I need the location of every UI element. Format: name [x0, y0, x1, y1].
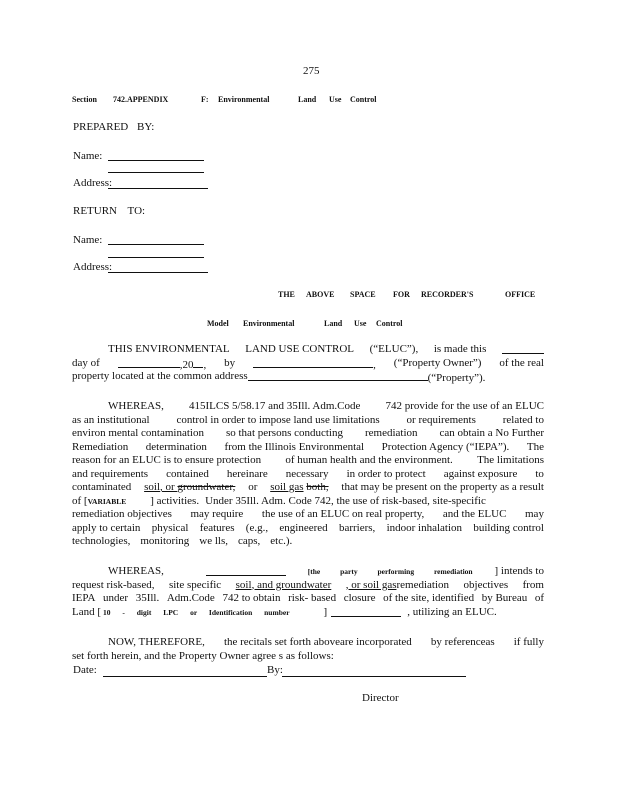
recorder-word-5: RECORDER'S	[421, 290, 474, 299]
date-line	[103, 676, 267, 677]
lpc-blank	[331, 606, 401, 617]
recorder-word-4: FOR	[393, 290, 410, 299]
header-environmental: Environmental	[218, 95, 270, 104]
address-blank	[248, 370, 428, 381]
model-word-3: Land	[324, 319, 343, 328]
return-address-line	[108, 272, 208, 273]
recorder-word-2: ABOVE	[306, 290, 335, 299]
model-word-5: Control	[376, 319, 403, 328]
header-appendix: 742.APPENDIX	[113, 95, 169, 104]
return-name-line	[108, 244, 204, 245]
prepared-name-line-2	[108, 172, 204, 173]
director-title: Director	[362, 692, 399, 704]
paragraph-2: WHEREAS, 415ILCS 5/58.17 and 35Ill. Adm.Code 742 provide for the use of an ELUC as an institutional control in order to impose land use limitations or requirements related to environ mental contamination so that persons conducting remediation can obtain a No Further Remediation determination from the Illinois Environmental Protection Agency (“IEPA”). The reason for an ELUC is to ensure protection of human health and the environment. The limitations and requirements contained hereinare necessary in order to protect against exposure to contaminated soil, or groundwater, or soil gas both, that may be present on the property as a result of [VARIABLE ] activities. Under 35Ill. Adm. Code 742, the use of risk-based, site-specific remediation objectives may require the use of an ELUC on real property, and the ELUC may apply to certain physical features (e.g., engineered barriers, indoor inhalation building control technologies, monitoring we lls, caps, etc.).	[72, 400, 544, 547]
model-word-1: Model	[207, 319, 229, 328]
recorder-word-6: OFFICE	[505, 290, 536, 299]
paragraph-3: WHEREAS, [the party performing remediation ] intends to request risk-based, site specific soil, and groundwater , or soil gasremediation objectives from IEPA under 35Ill. Adm.Code 742 to obtain risk- based closure of the site, identified by Bureau of Land [ 10 - digit LPC or Identification number ] , utilizing an ELUC.	[72, 565, 544, 618]
month-blank	[118, 357, 180, 368]
page-number: 275	[303, 65, 320, 77]
return-address-label: Address:	[73, 261, 113, 273]
year-blank	[193, 357, 203, 368]
header-use: Use	[329, 95, 342, 104]
return-name-line-2	[108, 257, 204, 258]
header-f: F:	[201, 95, 209, 104]
prepared-address-line	[108, 188, 208, 189]
signature-line	[282, 676, 466, 677]
prepared-name-line	[108, 160, 204, 161]
paragraph-1: THIS ENVIRONMENTAL LAND USE CONTROL (“ELUC”), is made this day of ,20 , by , (“Property Owner”) of the real property located at the common address (“Property”).	[72, 343, 544, 384]
recorder-word-1: THE	[278, 290, 295, 299]
recorder-word-3: SPACE	[350, 290, 376, 299]
header-section: Section	[72, 95, 97, 104]
model-word-4: Use	[354, 319, 367, 328]
prepared-address-label: Address:	[73, 177, 113, 189]
return-name-label: Name:	[73, 234, 103, 246]
paragraph-4: NOW, THEREFORE, the recitals set forth aboveare incorporated by referenceas if fully set forth herein, and the Property Owner agree s as follows:	[72, 636, 544, 662]
party-blank	[206, 565, 286, 576]
header-land: Land	[298, 95, 317, 104]
by-label: By:	[267, 664, 283, 676]
model-word-2: Environmental	[243, 319, 295, 328]
day-blank	[502, 343, 544, 354]
header-control: Control	[350, 95, 377, 104]
date-label: Date:	[73, 664, 97, 676]
prepared-name-label: Name:	[73, 150, 103, 162]
prepared-by-heading: PREPARED BY:	[73, 121, 155, 133]
return-to-heading: RETURN TO:	[73, 205, 146, 217]
owner-blank	[253, 357, 373, 368]
